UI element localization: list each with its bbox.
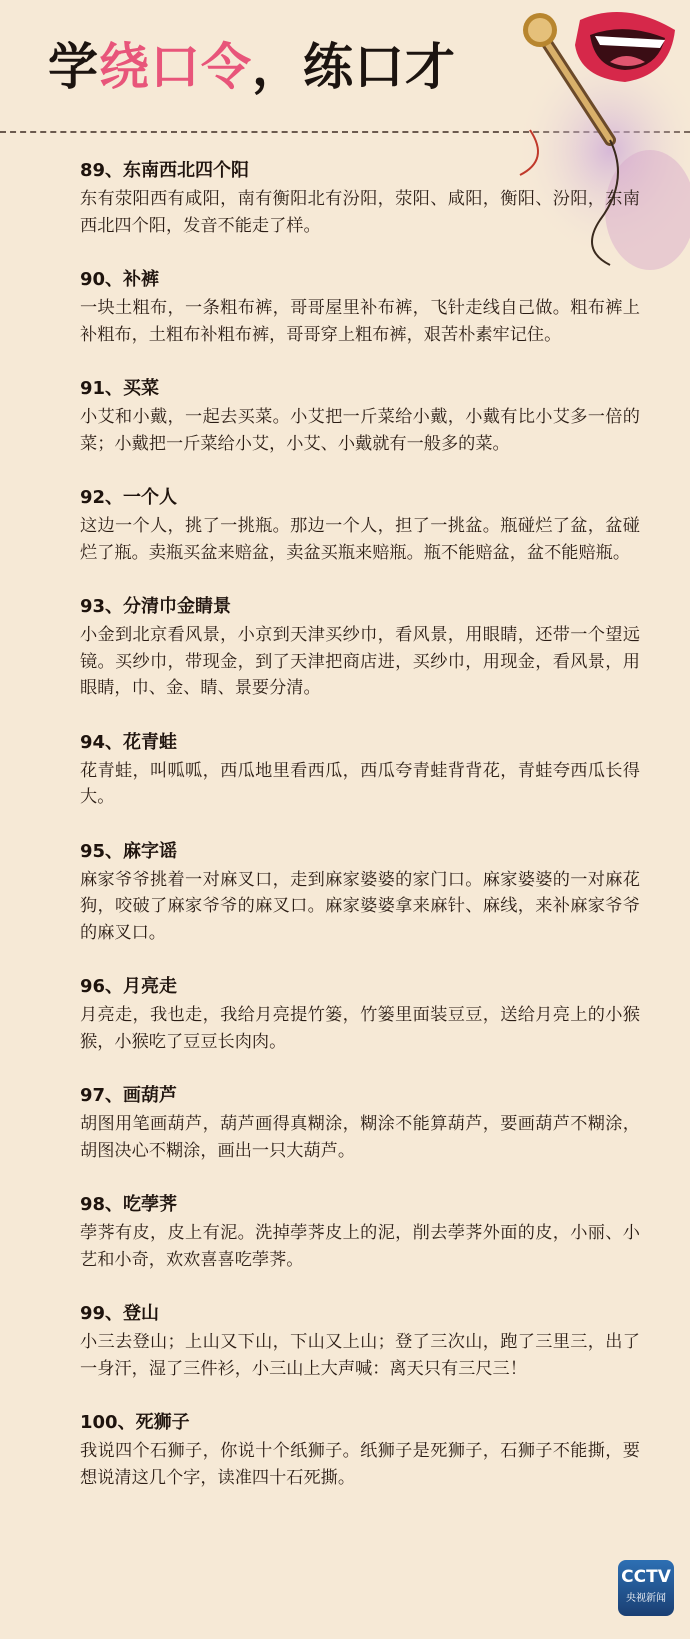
item-title: 90、补裤	[80, 269, 160, 290]
list-item	[80, 1301, 640, 1382]
item-title: 96、月亮走	[80, 976, 178, 997]
item-title: 89、东南西北四个阳	[80, 160, 250, 181]
item-title: 94、花青蛙	[80, 731, 178, 753]
item-body: 一块土粗布，一条粗布裤，哥哥屋里补布裤，飞针走线自己做。粗布裤上补粗布，土粗布补粗布裤，哥哥穿上粗布裤，艰苦朴素牢记住。	[80, 298, 640, 345]
logo-line-1: CCTV	[621, 1567, 671, 1587]
item-title: 91、买菜	[80, 378, 160, 399]
list-item	[80, 730, 640, 811]
list-item	[80, 1192, 640, 1273]
item-body: 麻家爷爷挑着一对麻叉口，走到麻家婆婆的家门口。麻家婆婆的一对麻花狗，咬破了麻家爷爷的麻叉口。麻家婆婆拿来麻针、麻线，来补麻家爷爷的麻叉口。	[80, 869, 640, 943]
list-item	[80, 485, 640, 566]
logo-line-2: 央视新闻	[626, 1593, 666, 1604]
item-body: 小艾和小戴，一起去买菜。小艾把一斤菜给小戴，小戴有比小艾多一倍的菜；小戴把一斤菜给小艾，小艾、小戴就有一般多的菜。	[80, 407, 640, 454]
title-part-3: ，练口才	[252, 38, 456, 96]
title-part-2: 绕口令	[99, 38, 252, 96]
item-title: 93、分清巾金睛景	[80, 596, 232, 617]
item-body: 小金到北京看风景，小京到天津买纱巾，看风景，用眼睛，还带一个望远镜。买纱巾，带现金，到了天津把商店进，买纱巾，用现金，看风景，用眼睛，巾、金、睛、景要分清。	[80, 625, 640, 698]
item-title: 95、麻字谣	[80, 840, 178, 862]
item-title: 100、死狮子	[80, 1412, 190, 1433]
list-item	[80, 974, 640, 1055]
item-title: 97、画葫芦	[80, 1085, 178, 1106]
list-item	[80, 376, 640, 457]
item-title: 99、登山	[80, 1303, 160, 1324]
list-item	[80, 594, 640, 702]
item-title: 92、一个人	[80, 487, 178, 508]
list-item	[80, 267, 640, 348]
item-body: 胡图用笔画葫芦，葫芦画得真糊涂，糊涂不能算葫芦，要画葫芦不糊涂，胡图决心不糊涂，画出一只大葫芦。	[80, 1114, 640, 1161]
list-item	[80, 1410, 640, 1491]
item-body: 荸荠有皮，皮上有泥。洗掉荸荠皮上的泥，削去荸荠外面的皮，小丽、小艺和小奇，欢欢喜喜吃荸荠。	[80, 1223, 640, 1270]
cctv-news-logo	[618, 1560, 674, 1616]
item-body: 小三去登山；上山又下山，下山又上山；登了三次山，跑了三里三，出了一身汗，湿了三件衫，小三山上大声喊：离天只有三尺三！	[80, 1332, 640, 1379]
item-body: 这边一个人，挑了一挑瓶。那边一个人，担了一挑盆。瓶碰烂了盆，盆碰烂了瓶。卖瓶买盆来赔盆，卖盆买瓶来赔瓶。瓶不能赔盆，盆不能赔瓶。	[80, 516, 640, 563]
page-title	[48, 38, 456, 96]
item-title: 98、吃荸荠	[80, 1194, 178, 1215]
title-part-1: 学	[48, 38, 99, 96]
list-item	[80, 1083, 640, 1164]
item-body: 东有荥阳西有咸阳，南有衡阳北有汾阳，荥阳、咸阳，衡阳、汾阳，东南西北四个阳，发音不能走了样。	[80, 189, 640, 236]
item-body: 月亮走，我也走，我给月亮提竹篓，竹篓里面装豆豆，送给月亮上的小猴猴，小猴吃了豆豆长肉肉。	[80, 1005, 640, 1052]
tongue-twister-list	[80, 158, 640, 1519]
list-item	[80, 839, 640, 947]
item-body: 我说四个石狮子，你说十个纸狮子。纸狮子是死狮子，石狮子不能撕，要想说清这几个字，读准四十石死撕。	[80, 1441, 640, 1488]
list-item	[80, 158, 640, 239]
item-body: 花青蛙，叫呱呱，西瓜地里看西瓜，西瓜夸青蛙背背花，青蛙夸西瓜长得大。	[80, 760, 640, 807]
